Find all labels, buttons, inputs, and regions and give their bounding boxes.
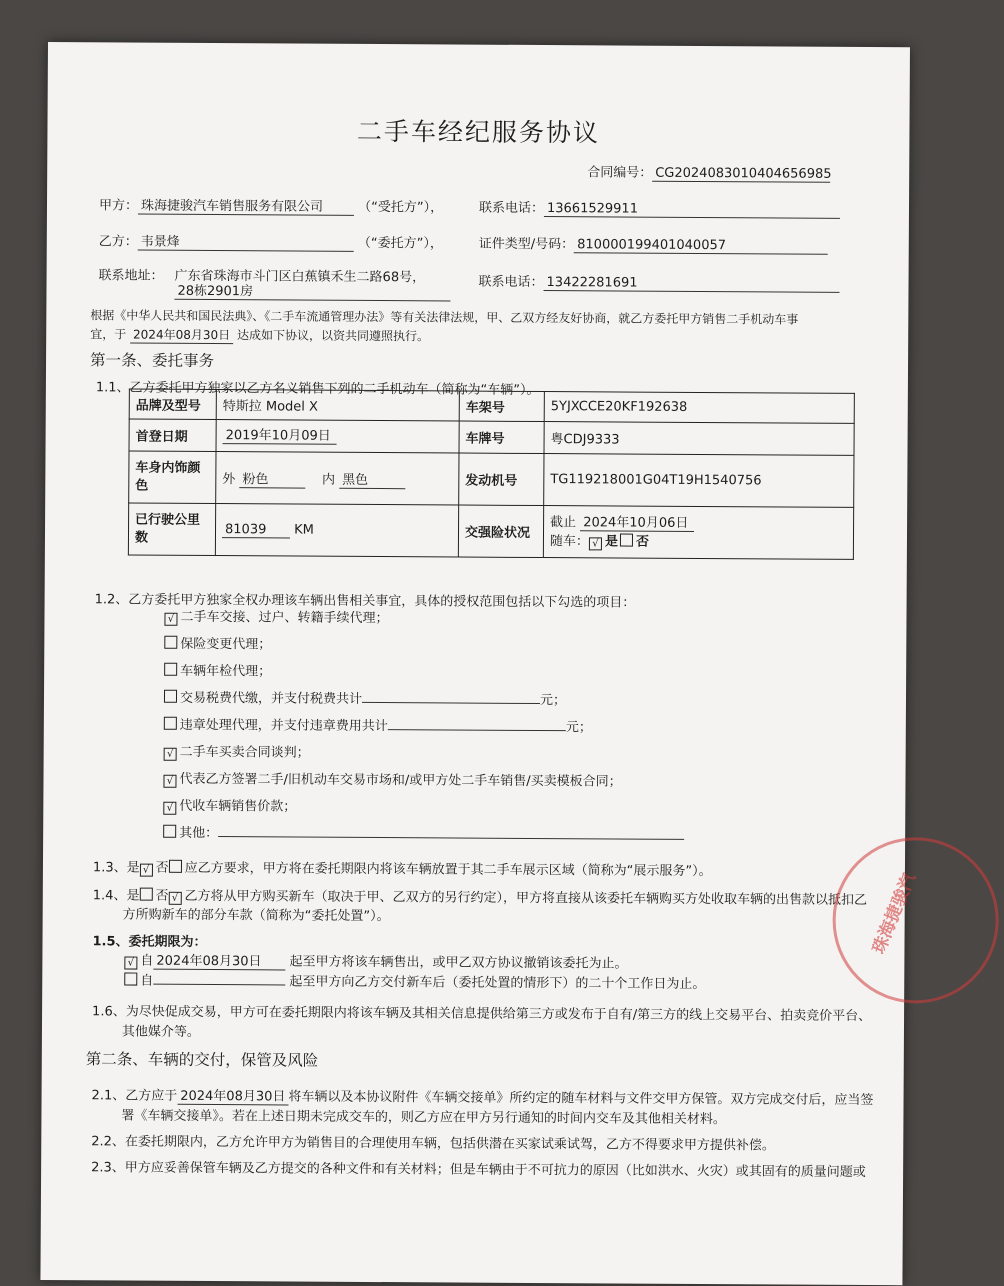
id-label: 证件类型/号码：: [478, 236, 575, 253]
insurance-cell: [543, 506, 853, 560]
contract-number-row: [587, 161, 830, 182]
insurance-label: 交强险状况: [458, 505, 543, 558]
option-checkbox[interactable]: [164, 690, 177, 703]
plate-label: 车牌号: [459, 421, 544, 454]
option-suffix: 元；: [539, 693, 567, 709]
option-item: [164, 741, 310, 762]
c14-no-checkbox[interactable]: √: [168, 892, 181, 905]
option-checkbox[interactable]: √: [164, 748, 177, 761]
page-title: 二手车经纪服务协议: [356, 116, 601, 148]
option-item: [163, 822, 684, 844]
option-checkbox[interactable]: [164, 636, 177, 649]
table-row: [129, 419, 854, 455]
party-a-name: 珠海捷骏汽车销售服务有限公司: [138, 199, 354, 216]
party-b-phone: 13422281691: [544, 275, 840, 293]
tax-amount-blank[interactable]: [362, 688, 540, 704]
intro-date: 2024年08月30日: [130, 328, 233, 345]
option-checkbox[interactable]: [164, 717, 177, 730]
option-text: 代收车辆销售价款；: [179, 798, 297, 815]
with-car-label: 随车：: [549, 533, 590, 549]
mileage-cell: [215, 504, 458, 557]
with-car-yes-checkbox[interactable]: √: [589, 537, 602, 550]
int-color: 黑色: [339, 472, 405, 488]
company-seal: [832, 837, 999, 1004]
clause-1-6-line1: 1.6、为尽快促成交易，甲方可在委托期限内将该车辆及其相关信息提供给第三方或发布于自有/第三方的线上交易平台、拍卖竞价平台、: [92, 1004, 872, 1025]
address-line2: [174, 284, 450, 302]
clause-1-5: 1.5、委托期限为：: [92, 934, 207, 950]
option-checkbox[interactable]: √: [163, 775, 176, 788]
reg-label: 首登日期: [129, 419, 216, 452]
term-date: 2024年08月30日: [153, 954, 285, 971]
clause-1-4-line2: 方所购新车的部分车款（简称为“委托处置”）。: [122, 907, 390, 925]
int-label: 内: [321, 472, 336, 488]
party-a-role: （“受托方”），: [358, 199, 444, 216]
violation-amount-blank[interactable]: [388, 715, 566, 731]
phone-label-b: 联系电话：: [478, 274, 544, 291]
other-blank[interactable]: [218, 822, 684, 840]
contract-number: CG2024083010404656985: [652, 166, 830, 183]
c14-pre: 1.4、是: [92, 888, 140, 904]
option-item: [164, 660, 271, 680]
party-a-label: 甲方：: [98, 198, 139, 214]
term-b-checkbox[interactable]: [124, 972, 137, 985]
option-checkbox[interactable]: [163, 825, 176, 838]
ext-color: 粉色: [239, 472, 305, 488]
yes-label: 是: [604, 533, 619, 549]
c21-pre: 2.1、乙方应于: [91, 1088, 178, 1104]
table-row: [128, 503, 853, 559]
option-text: 其他：: [179, 825, 219, 842]
c13-pre: 1.3、是: [92, 860, 140, 876]
plate-value: 粤CDJ9333: [544, 422, 854, 456]
c14-yes-checkbox[interactable]: [139, 888, 152, 901]
seal-text: 珠海捷骏汽: [869, 870, 920, 957]
clause-1-2: 1.2、乙方委托甲方独家全权办理该车辆出售相关事宜，具体的授权范围包括以下勾选的项目：: [94, 592, 636, 611]
term-b-date-blank[interactable]: [153, 970, 285, 986]
address-comma: ，: [412, 270, 426, 286]
intro-line2: [90, 325, 429, 345]
clause-2-1-line2: 署《车辆交接单》。若在上述日期未完成交车的，则乙方应在甲方另行通知的时间内交车及其他相关材料。: [121, 1108, 726, 1128]
option-item: [164, 606, 388, 627]
option-text: 二手车买卖合同谈判；: [179, 744, 310, 761]
c21-post: 将车辆以及本协议附件《车辆交接单》所约定的随车材料与文件交甲方保管。双方完成交付后，应当签: [288, 1089, 874, 1109]
option-text: 代表乙方签署二手/旧机动车交易市场和/或甲方处二手车销售/买卖模板合同；: [179, 771, 622, 790]
clause-2-2: 2.2、在委托期限内，乙方允许甲方为销售目的合理使用车辆，包括供潜在买家试乘试驾，乙方不得要求甲方提供补偿。: [91, 1134, 776, 1154]
clause-1-3: [93, 856, 712, 880]
option-item: [164, 687, 566, 708]
party-a-phone: 13661529911: [544, 201, 840, 219]
section-2-heading: 第二条、车辆的交付，保管及风险: [85, 1050, 319, 1070]
term-b-text: 起至甲方向乙方交付新车后（委托处置的情形下）的二十个工作日为止。: [289, 974, 706, 993]
engine-label: 发动机号: [459, 453, 544, 506]
party-a-row: [99, 194, 443, 216]
address-label: 联系地址：: [98, 268, 164, 284]
party-b-role: （“委托方”），: [357, 235, 443, 252]
c14-post: 乙方将从甲方购买新车（取决于甲、乙双方的另行约定），甲方将直接从该委托车辆购买方处收取车辆的出售款以抵扣乙: [184, 888, 868, 909]
section-1-heading: 第一条、委托事务: [90, 351, 215, 371]
contract-number-label: 合同编号：: [587, 165, 653, 181]
option-item: [163, 795, 296, 816]
phone-label: 联系电话：: [478, 200, 545, 217]
option-text: 二手车交接、过户、转籍手续代理；: [180, 609, 389, 627]
party-b-id: 810000199401040057: [574, 237, 828, 255]
clause-2-3: 2.3、甲方应妥善保管车辆及乙方提交的各种文件和有关材料；但是车辆由于不可抗力的原因（比如洪水、火灾）或其固有的质量问题或: [91, 1160, 866, 1181]
with-car-no-checkbox[interactable]: [620, 533, 633, 546]
intro-line1: 根据《中华人民共和国民法典》、《二手车流通管理办法》等有关法律法规，甲、乙双方经友好协商，就乙方委托甲方销售二手机动车事: [90, 308, 799, 327]
table-row: [129, 451, 854, 507]
address-line2-text: 28栋2901房: [174, 284, 450, 302]
party-b-row: [99, 230, 443, 252]
brand-label: 品牌及型号: [129, 389, 216, 420]
option-checkbox[interactable]: [164, 663, 177, 676]
party-a-phone-row: [479, 197, 840, 219]
party-b-name: 韦景烽: [138, 235, 354, 252]
option-item: [164, 714, 592, 736]
term-a-text: 起至甲方将该车辆售出，或甲乙双方协议撤销该委托为止。: [289, 954, 628, 972]
term-from-b: 自: [140, 973, 154, 989]
option-item: [164, 633, 271, 653]
address-line1: [175, 265, 426, 286]
intro-post: 达成如下协议，以资共同遵照执行。: [236, 328, 430, 344]
brand-value: 特斯拉 Model X: [216, 390, 459, 421]
vin-value: 5YJXCCE20KF192638: [544, 392, 854, 424]
option-text: 交易税费代缴，并支付税费共计: [179, 690, 363, 707]
c21-date: 2024年08月30日: [177, 1089, 288, 1106]
c13-post: 应乙方要求，甲方将在委托期限内将该车辆放置于其二手车展示区域（简称为“展示服务”）。: [184, 860, 712, 880]
c14-mid: 否: [155, 888, 169, 904]
address-line1-text: 广东省珠海市斗门区白蕉镇禾生二路68号: [174, 268, 413, 286]
option-item: [163, 768, 621, 791]
term-from: 自: [140, 953, 154, 969]
reg-cell: [216, 420, 459, 453]
color-cell: [216, 452, 459, 505]
option-checkbox[interactable]: √: [164, 613, 177, 626]
mileage-label: 已行驶公里数: [128, 503, 215, 556]
vehicle-table: [128, 389, 855, 560]
party-b-phone-row: [478, 271, 839, 293]
option-text: 保险变更代理；: [180, 636, 272, 653]
option-checkbox[interactable]: √: [163, 802, 176, 815]
mileage-value: 81039: [222, 522, 290, 538]
insurance-until: 2024年10月06日: [580, 515, 694, 532]
option-text: 违章处理代理，并支付违章费用共计: [179, 717, 388, 735]
no-label: 否: [635, 534, 650, 550]
mileage-unit: KM: [294, 522, 314, 538]
party-b-id-row: [479, 233, 829, 255]
contract-paper: [40, 42, 920, 1285]
clause-1-1: 1.1、乙方委托甲方独家以乙方名义销售下列的二手机动车（简称为“车辆”）。: [95, 380, 540, 399]
intro-pre: 宜，于: [90, 327, 127, 342]
engine-value: TG119218001G04T19H1540756: [544, 454, 854, 508]
table-row: [129, 389, 854, 423]
ext-label: 外: [222, 471, 236, 487]
reg-value: 2019年10月09日: [223, 428, 337, 445]
term-a-checkbox[interactable]: √: [124, 956, 137, 969]
clause-1-6-line2: 其他媒介等。: [121, 1024, 201, 1040]
clause-1-5-b: [124, 969, 705, 992]
insurance-until-label: 截止: [550, 514, 577, 530]
party-b-label: 乙方：: [98, 234, 138, 250]
color-label: 车身内饰颜色: [129, 451, 216, 504]
option-text: 车辆年检代理；: [180, 663, 272, 680]
c13-no-checkbox[interactable]: [169, 860, 182, 873]
c13-mid: 否: [155, 860, 169, 876]
vin-label: 车架号: [459, 391, 544, 422]
c13-yes-checkbox[interactable]: √: [140, 864, 153, 877]
option-suffix: 元；: [565, 720, 592, 736]
